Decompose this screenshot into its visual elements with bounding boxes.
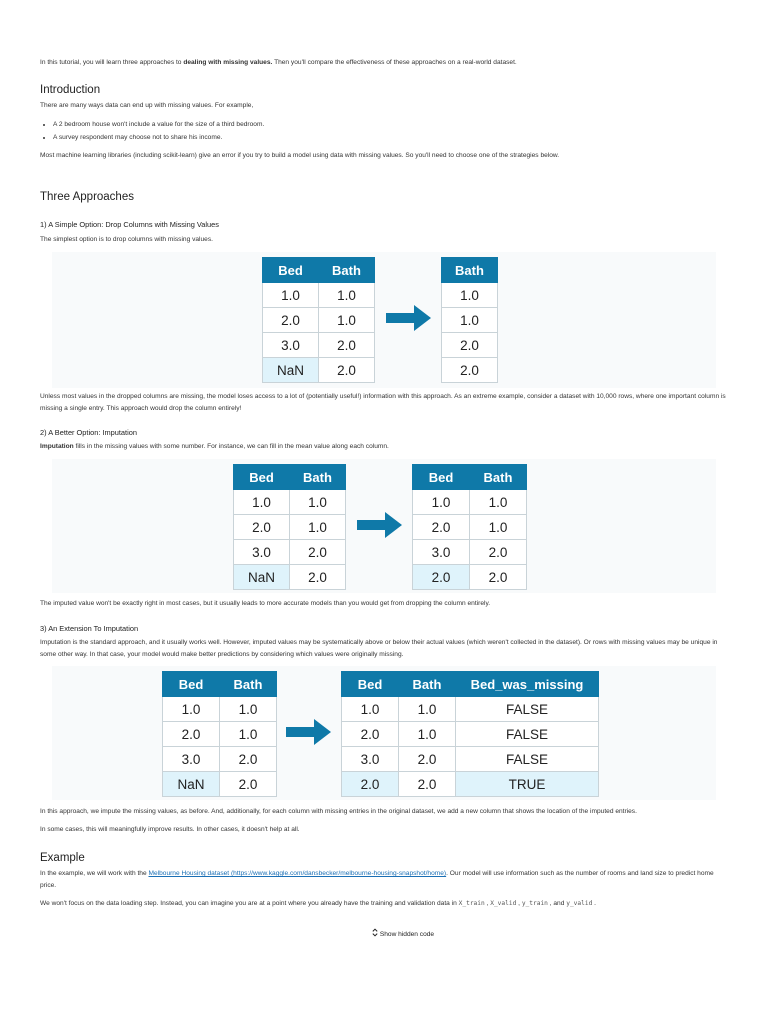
list-item: • A 2 bedroom house won't include a value for the size of a third bedroom.: [53, 118, 264, 131]
table-cell: 1.0: [470, 490, 527, 515]
table-cell: 2.0: [442, 333, 498, 358]
column-header: Bed: [263, 258, 319, 283]
figure-imputation-extension: [52, 666, 716, 800]
code-x-valid: X_valid: [490, 900, 517, 907]
table-cell: 1.0: [220, 722, 277, 747]
table-row: [263, 333, 375, 358]
missing-value-cell: NaN: [234, 565, 290, 590]
table-cell: 2.0: [342, 722, 399, 747]
example-heading: Example: [40, 852, 85, 864]
table-row: [442, 283, 498, 308]
table-original: [162, 671, 277, 797]
table-result: [341, 671, 599, 797]
approach-3-title: 3) An Extension To Imputation: [40, 624, 139, 633]
figure-imputation: [52, 459, 716, 593]
table-cell: 1.0: [470, 515, 527, 540]
right-arrow-icon: [386, 304, 432, 332]
show-hidden-code-button[interactable]: [372, 928, 434, 938]
table-cell: 2.0: [442, 358, 498, 383]
code-x-train: X_train: [458, 900, 485, 907]
column-header: Bath: [220, 672, 277, 697]
table-cell: 3.0: [163, 747, 220, 772]
column-header: Bed: [342, 672, 399, 697]
table-cell: 2.0: [413, 515, 470, 540]
approach-1-title: 1) A Simple Option: Drop Columns with Missing Values: [40, 220, 219, 229]
table-result: [412, 464, 527, 590]
column-header: Bath: [319, 258, 375, 283]
table-cell: 1.0: [220, 697, 277, 722]
table-cell: FALSE: [456, 722, 599, 747]
table-cell: 1.0: [319, 283, 375, 308]
table-cell: 1.0: [413, 490, 470, 515]
table-cell: 3.0: [234, 540, 290, 565]
table-cell: 1.0: [319, 308, 375, 333]
intro-paragraph: In this tutorial, you will learn three approaches to dealing with missing values. Then you'll compare the effectiveness of these approaches on a real-world dataset.: [40, 59, 517, 66]
table-original: [262, 257, 375, 383]
table-cell: 3.0: [342, 747, 399, 772]
approach-1-explanation: Unless most values in the dropped columns are missing, the model loses access to a lot of (potentially useful!) information with this approach. As an extreme example, consider a dataset with 10,000 rows, where one important column is missing a single entry. This approach would drop the column entirely!: [40, 393, 726, 412]
missing-value-cell: NaN: [163, 772, 220, 797]
three-approaches-heading: Three Approaches: [40, 191, 134, 203]
table-row: [413, 490, 527, 515]
table-cell: 2.0: [399, 772, 456, 797]
chevron-updown-icon: [372, 928, 378, 937]
table-row: [234, 490, 346, 515]
table-original: [233, 464, 346, 590]
code-y-train: y_train: [521, 900, 548, 907]
column-header: Bed: [163, 672, 220, 697]
approach-3-explanation: In this approach, we impute the missing values, as before. And, additionally, for each column with missing entries in the original dataset, we add a new column that shows the location of the imputed entries.: [40, 808, 637, 815]
table-row: [163, 722, 277, 747]
table-cell: 1.0: [234, 490, 290, 515]
table-row: [342, 697, 599, 722]
table-row: [442, 333, 498, 358]
table-row: [234, 540, 346, 565]
table-row: [163, 747, 277, 772]
table-cell: 2.0: [290, 565, 346, 590]
table-row: [163, 772, 277, 797]
column-header: Bath: [470, 465, 527, 490]
table-cell: 1.0: [399, 697, 456, 722]
table-cell: 1.0: [342, 697, 399, 722]
table-cell: 1.0: [263, 283, 319, 308]
example-paragraph: In the example, we will work with the Melbourne Housing dataset (https://www.kaggle.com/dansbecker/melbourne-housing-snapshot/home). Our model will use information such as the number of rooms and land size to predict home price.: [40, 870, 714, 889]
table-row: [163, 697, 277, 722]
table-row: [413, 565, 527, 590]
table-row: [413, 515, 527, 540]
column-header: Bath: [290, 465, 346, 490]
table-cell: 2.0: [163, 722, 220, 747]
table-cell: 2.0: [399, 747, 456, 772]
table-cell: 2.0: [290, 540, 346, 565]
table-row: [263, 358, 375, 383]
table-row: [342, 772, 599, 797]
column-header: Bath: [399, 672, 456, 697]
melbourne-dataset-link[interactable]: Melbourne Housing dataset (https://www.kaggle.com/dansbecker/melbourne-housing-snapshot/home): [148, 870, 447, 877]
table-cell: 2.0: [234, 515, 290, 540]
table-row: [263, 308, 375, 333]
table-cell: 2.0: [263, 308, 319, 333]
table-cell: 3.0: [413, 540, 470, 565]
column-header: Bed: [413, 465, 470, 490]
table-cell: FALSE: [456, 747, 599, 772]
approach-1-description: The simplest option is to drop columns with missing values.: [40, 236, 213, 243]
indicator-cell: TRUE: [456, 772, 599, 797]
list-item: • A survey respondent may choose not to share his income.: [53, 131, 264, 144]
introduction-paragraph-2: Most machine learning libraries (including scikit-learn) give an error if you try to build a model using data with missing values. So you'll need to choose one of the strategies below.: [40, 152, 560, 159]
table-cell: 1.0: [290, 515, 346, 540]
approach-3-description: Imputation is the standard approach, and it usually works well. However, imputed values may be systematically above or below their actual values (which weren't collected in the dataset). Or rows with missing values may be unique in some other way. In that case, your model would make better predictions by considering which values were originally missing.: [40, 639, 718, 658]
table-cell: 3.0: [263, 333, 319, 358]
table-cell: 1.0: [399, 722, 456, 747]
table-row: [234, 515, 346, 540]
table-result: [441, 257, 498, 383]
table-cell: 2.0: [220, 747, 277, 772]
column-header: Bath: [442, 258, 498, 283]
approach-2-explanation: The imputed value won't be exactly right in most cases, but it usually leads to more accurate models than you would get from dropping the column entirely.: [40, 600, 491, 607]
table-cell: 2.0: [319, 358, 375, 383]
right-arrow-icon: [357, 511, 403, 539]
approach-2-title: 2) A Better Option: Imputation: [40, 428, 137, 437]
table-row: [442, 308, 498, 333]
introduction-paragraph: There are many ways data can end up with missing values. For example,: [40, 102, 254, 109]
table-row: [234, 565, 346, 590]
table-row: [442, 358, 498, 383]
table-cell: 1.0: [442, 308, 498, 333]
table-cell: 1.0: [163, 697, 220, 722]
table-cell: 1.0: [442, 283, 498, 308]
imputed-value-cell: 2.0: [413, 565, 470, 590]
example-paragraph-2: We won't focus on the data loading step. Instead, you can imagine you are at a point where you already have the training and validation data in X_train , X_valid , y_train , and y_valid .: [40, 900, 596, 907]
table-cell: 2.0: [470, 565, 527, 590]
code-y-valid: y_valid: [566, 900, 593, 907]
table-row: [413, 540, 527, 565]
table-cell: 2.0: [220, 772, 277, 797]
missing-value-cell: NaN: [263, 358, 319, 383]
figure-drop-columns: [52, 252, 716, 388]
column-header: Bed: [234, 465, 290, 490]
introduction-bullet-list: [40, 118, 264, 144]
table-row: [342, 722, 599, 747]
right-arrow-icon: [286, 718, 332, 746]
approach-3-note: In some cases, this will meaningfully improve results. In other cases, it doesn't help at all.: [40, 826, 300, 833]
table-cell: 2.0: [470, 540, 527, 565]
table-cell: 1.0: [290, 490, 346, 515]
column-header: Bed_was_missing: [456, 672, 599, 697]
table-row: [263, 283, 375, 308]
imputed-value-cell: 2.0: [342, 772, 399, 797]
table-row: [342, 747, 599, 772]
table-cell: FALSE: [456, 697, 599, 722]
approach-2-description: Imputation fills in the missing values with some number. For instance, we can fill in the mean value along each column.: [40, 443, 389, 450]
table-cell: 2.0: [319, 333, 375, 358]
introduction-heading: Introduction: [40, 84, 101, 96]
show-hidden-code-label: Show hidden code: [379, 931, 435, 938]
